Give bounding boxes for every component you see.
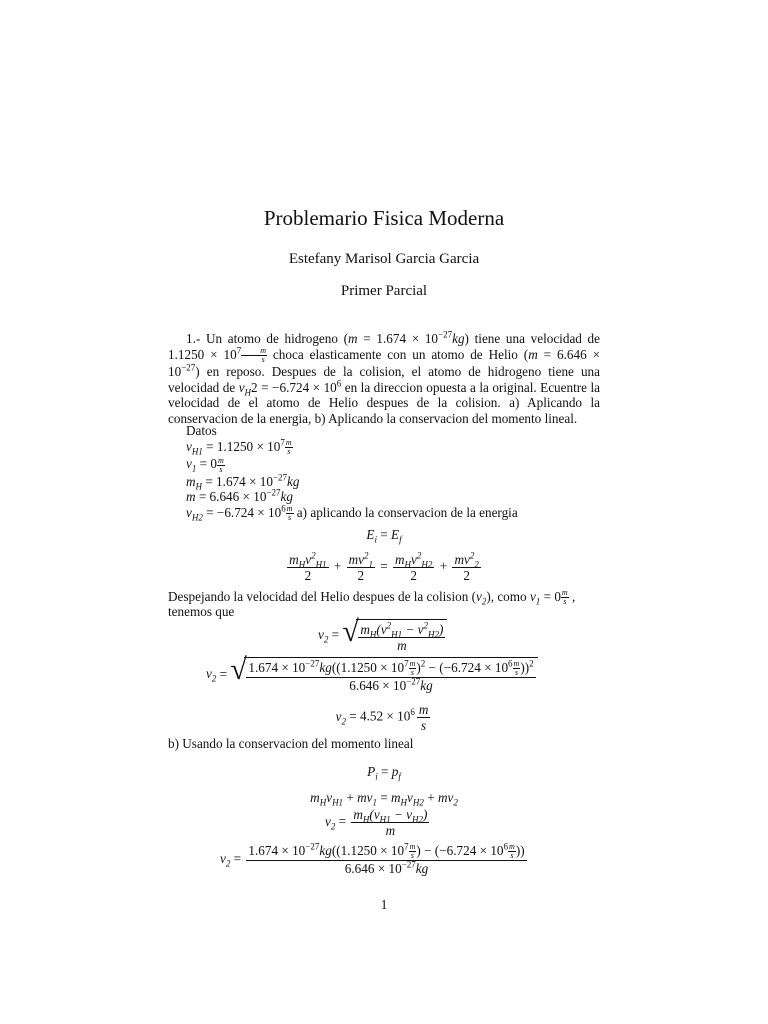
document-author: Estefany Marisol Garcia Garcia bbox=[288, 251, 480, 267]
problem-statement bbox=[168, 331, 600, 426]
equation-v2-symbolic: $v_2$ = √ $\frac{m_H(v^2_{H1} - v^2_{H2})}{m}$ bbox=[318, 619, 447, 653]
equation-v2-momentum-numeric: $v_2$ = $1.674 \times 10^{-27}kg((1.1250 \times 10^7$ $\frac{m}{s}$ ) − ($-6.724 \times 10^6$ $\frac{m}{s}$ )) $6.646 \times 10^{-27}kg$ bbox=[220, 841, 525, 877]
dato-vh2: $v_{H2} = -6.724 \times 10^6$ $\frac{m}{s}$ a) aplicando la conservacion de la energia bbox=[186, 503, 518, 523]
part-b-label: b) Usando la conservacion del momento lineal bbox=[168, 736, 414, 751]
datos-list bbox=[186, 423, 518, 522]
equation-v2-numeric: $v_2$ = √ $1.674 \times 10^{-27}kg((1.1250 \times 10^7$ $\frac{m}{s}$ )$^2 - (-6.724 \times 10^6$ $\frac{m}{s}$ ))$^2$ $6.646 \times 10^{-27}kg$ bbox=[206, 657, 538, 693]
problem-statement-text: 1.- Un atomo de hidrogeno $(m = 1.674 \times 10^{-27}kg)$ tiene una velocidad de $1.1250 \times 10^7$ $\frac{m}{s}$ choca elasticamente con un atomo de Helio $(m = 6.646 \times 10^{-27})$ en reposo. Despues de la colision, el atomo de hidrogeno tiene una velocidad de $v_H2 = -6.724 \times 10^6$ en la direccion opuesta a la original. Ecuentre la velocidad de el atomo de Helio despues de la colision. a) Aplicando la conservacion de la energia, b) Aplicando la conservacion del momento lineal. bbox=[168, 329, 601, 426]
equation-energy-conservation: $E_i = E_f$ bbox=[366, 527, 402, 545]
equation-momentum-conservation: $P_i = p_f$ bbox=[367, 764, 401, 782]
tenemos-que-text: tenemos que bbox=[168, 604, 235, 619]
datos-label: Datos bbox=[186, 423, 217, 438]
document-subtitle: Primer Parcial bbox=[340, 283, 428, 299]
dato-v1: $v_1 = 0$ $\frac{m}{s}$ bbox=[186, 455, 224, 474]
despejando-text: Despejando la velocidad del Helio despues de la colision $(v_2)$, como $v_1 = 0$ $\frac{m}{s}$ , bbox=[168, 588, 576, 607]
document-title: Problemario Fisica Moderna bbox=[263, 206, 505, 230]
dato-m: $m = 6.646 \times 10^{-27}kg$ bbox=[186, 487, 293, 505]
equation-result-a: $v_2 = 4.52 \times 10^6$ $\frac{m}{s}$ bbox=[335, 702, 429, 733]
page-number: 1 bbox=[380, 897, 388, 912]
equation-momentum-expanded: $m_Hv_{H1} + mv_1 = m_Hv_{H2} + mv_2$ bbox=[310, 790, 458, 808]
dato-vh1: $v_{H1} = 1.1250 \times 10^7$ $\frac{m}{s}$ bbox=[186, 437, 292, 457]
equation-kinetic-energy: $\frac{m_Hv^2_{H1}}{2}$ + $\frac{mv^2_1}{2}$ = $\frac{m_Hv^2_{H2}}{2}$ + $\frac{mv^2_2}{2}$ bbox=[289, 550, 479, 583]
equation-v2-momentum-symbolic: $v_2$ = $\frac{m_H(v_{H1} - v_{H2})}{m}$ bbox=[325, 807, 428, 838]
dato-mh: $m_H = 1.674 \times 10^{-27}kg$ bbox=[186, 472, 300, 492]
part-a-label: a) aplicando la conservacion de la energia bbox=[296, 504, 518, 520]
